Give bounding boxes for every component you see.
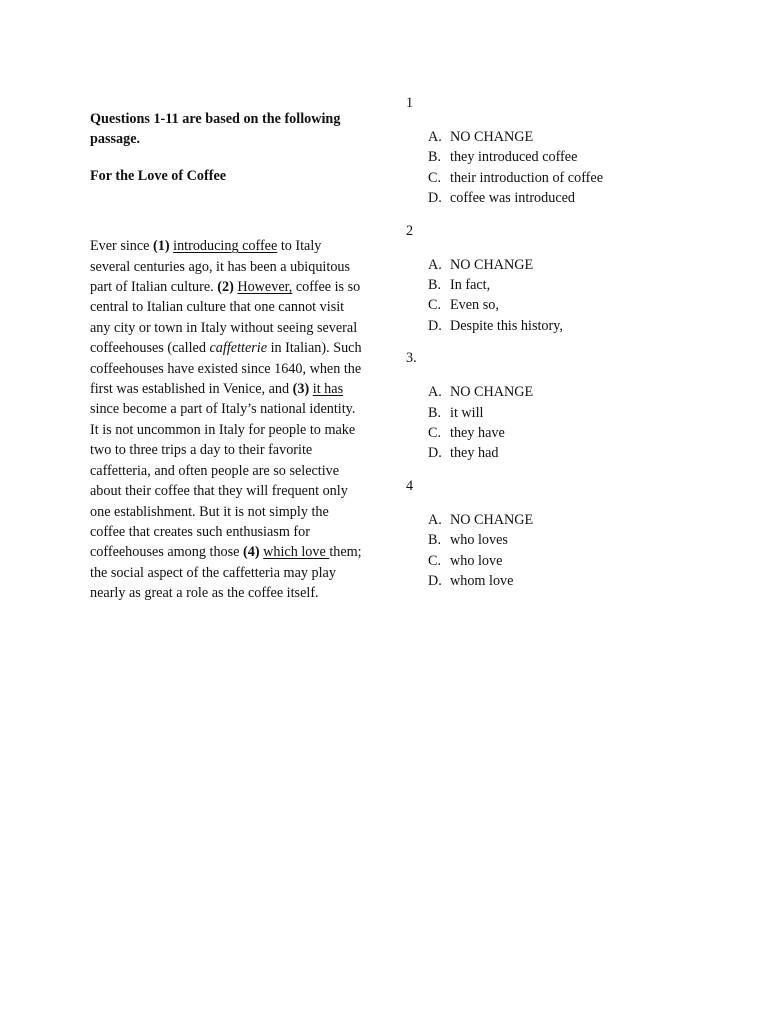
question-number: 3. (406, 350, 417, 367)
option-letter: A. (428, 511, 442, 528)
question-ref-3: (3) (292, 381, 310, 398)
answer-option (428, 403, 736, 423)
option-letter: D. (428, 573, 442, 590)
option-text: whom love (450, 573, 514, 590)
question-ref-1: (1) (153, 238, 170, 255)
option-text: they introduced coffee (450, 149, 578, 166)
underlined-phrase-4: which love (263, 544, 330, 561)
answer-option (428, 530, 736, 550)
option-letter: C. (428, 169, 442, 186)
question-ref-4: (4) (243, 544, 260, 561)
answer-option (428, 295, 736, 315)
option-text: Even so, (450, 297, 499, 314)
question-number: 1 (406, 95, 414, 111)
question-ref-2: (2) (217, 279, 234, 296)
answer-option (428, 510, 736, 530)
answer-option (428, 255, 736, 275)
option-text: who love (450, 552, 503, 569)
answer-options (428, 127, 736, 209)
passage-segment: them; the social aspect of the caffetteria may play nearly as great a role as the coffee itself. (90, 544, 362, 602)
option-letter: C. (428, 552, 442, 569)
passage-instructions: Questions 1-11 are based on the following passage. (90, 111, 341, 148)
option-text: NO CHANGE (450, 129, 534, 145)
answer-option (428, 127, 736, 147)
option-text: In fact, (450, 277, 491, 294)
question-block (406, 476, 736, 592)
passage-segment: coffee is so central to Italian culture that one cannot visit any city or town in Italy without seeing several coffeehouses (called (90, 279, 361, 357)
answer-options (428, 510, 736, 592)
option-letter: B. (428, 149, 442, 166)
option-letter: A. (428, 384, 442, 401)
option-text: they had (450, 445, 499, 462)
answer-option (428, 147, 736, 167)
option-letter: A. (428, 256, 442, 273)
option-text: Despite this history, (450, 317, 563, 334)
option-text: NO CHANGE (450, 256, 534, 273)
question-block (406, 221, 736, 337)
passage-text (90, 236, 365, 603)
passage-segment: Ever since (90, 238, 154, 255)
option-letter: A. (428, 129, 442, 145)
answer-option (428, 382, 736, 402)
underlined-phrase-1: introducing coffee (173, 238, 278, 255)
option-letter: B. (428, 404, 442, 421)
passage-title: For the Love of Coffee (90, 167, 227, 184)
answer-options (428, 255, 736, 337)
option-letter: B. (428, 277, 442, 294)
answer-option (428, 571, 736, 591)
option-text: coffee was introduced (450, 190, 576, 207)
option-letter: D. (428, 445, 442, 462)
answer-option (428, 188, 736, 208)
option-text: it will (450, 404, 484, 421)
answer-option (428, 168, 736, 188)
option-text: who loves (450, 532, 508, 549)
italic-term: caffetterie (209, 340, 268, 357)
option-text: their introduction of coffee (450, 169, 603, 186)
underlined-phrase-3: it has (312, 381, 344, 398)
option-text: NO CHANGE (450, 384, 534, 401)
passage-segment: in Italian). Such coffeehouses have existed since 1640, when the first was established in Venice, and (90, 340, 362, 398)
answer-option (428, 316, 736, 336)
option-letter: D. (428, 317, 442, 334)
question-block (406, 93, 736, 209)
underlined-phrase-2: However, (237, 279, 293, 296)
answer-option (428, 275, 736, 295)
questions-column (406, 93, 736, 604)
option-letter: B. (428, 532, 442, 549)
answer-option (428, 551, 736, 571)
question-block (406, 348, 736, 464)
option-letter: C. (428, 425, 442, 442)
passage-column (90, 109, 365, 604)
passage-segment: since become a part of Italy’s national identity. It is not uncommon in Italy for people to make two to three trips a day to their favorite caffetteria, and often people are so selective about their coffee that they will frequent only one establishment. But it is not simply the coffee that creates such enthusiasm for coffeehouses among those (90, 401, 356, 561)
option-letter: C. (428, 297, 442, 314)
passage-segment: to Italy several centuries ago, it has been a ubiquitous part of Italian culture. (90, 238, 351, 296)
answer-option (428, 423, 736, 443)
question-number: 2 (406, 222, 414, 239)
question-number: 4 (406, 477, 414, 494)
option-text: they have (450, 425, 505, 442)
option-text: NO CHANGE (450, 511, 534, 528)
answer-options (428, 382, 736, 464)
option-letter: D. (428, 190, 442, 207)
answer-option (428, 443, 736, 463)
